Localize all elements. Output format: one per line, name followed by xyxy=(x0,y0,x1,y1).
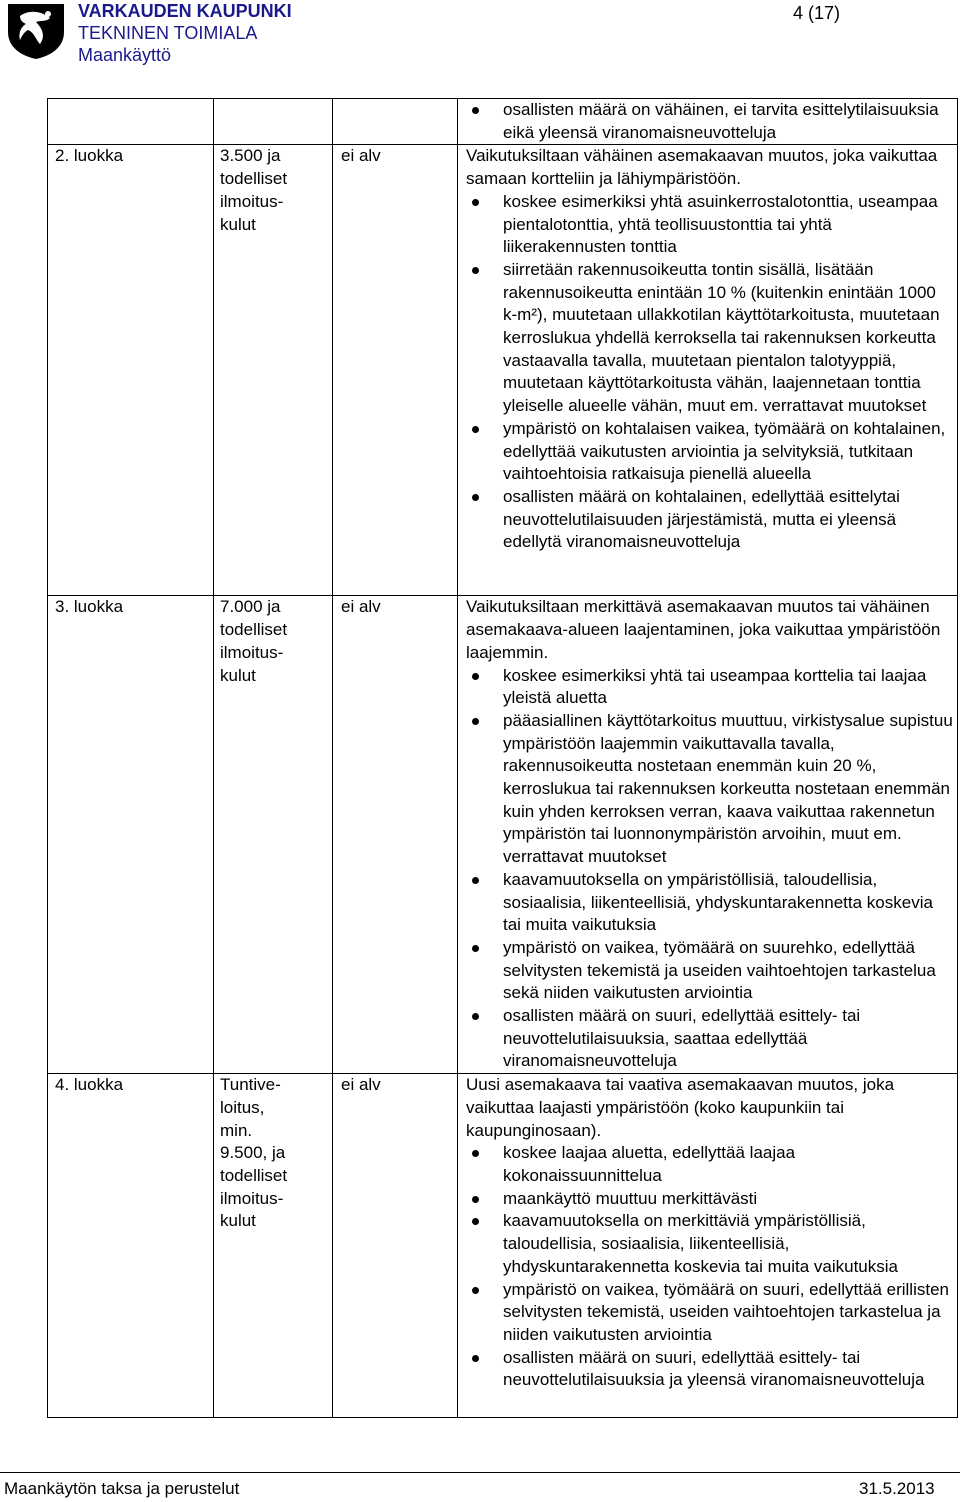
footer-date: 31.5.2013 xyxy=(859,1479,935,1498)
bullet-icon xyxy=(472,1355,479,1362)
list-item: ympäristö on kohtalaisen vaikea, työmäärä on kohtalainen, edellyttää vaikutusten arviointia ja selvityksiä, tutkitaan vaihtoehtoisia ratkaisuja pienellä alueella xyxy=(466,418,953,486)
list-item: pääasiallinen käyttötarkoitus muuttuu, virkistysalue supistuu ympäristöön laajemmin vaikuttavalla tavalla, rakennusoikeutta nostetaan enemmän kuin 20 %, kerroslukua tai rakennuksen korkeutta nostetaan enemmän kuin yhden kerroksen verran, kaava vaikuttaa rakennetun ympäristön tai luonnonympäristön arvoihin, muut em. verrattavat muutokset xyxy=(466,710,953,869)
bullet-icon xyxy=(472,1150,479,1157)
class-description: Vaikutuksiltaan merkittävä asemakaavan muutos tai vähäinen asemakaava-alueen laajentaminen, joka vaikuttaa ympäristöön laajemmin. xyxy=(466,597,941,662)
bullet-icon xyxy=(472,718,479,725)
department-name: TEKNINEN TOIMIALA xyxy=(78,23,258,43)
organization-name: VARKAUDEN KAUPUNKI xyxy=(78,1,292,21)
list-item: siirretään rakennusoikeutta tontin sisällä, lisätään rakennusoikeutta enintään 10 % (kuitenkin enintään 1000 k-m²), muutetaan ullakkotilan käyttötarkoitusta, muutetaan kerroslukua yhdellä kerroksella tai rakennuksen korkeutta vastaavalla tavalla, muutetaan pientalon talotyyppiä, muutetaan käyttötarkoitusta vähän, laajennetaan tonttia yleiselle alueelle vähän, muut em. verrattavat muutokset xyxy=(466,259,953,418)
bullet-icon xyxy=(472,426,479,433)
fee-class-table xyxy=(47,98,958,1418)
fee-class: 4. luokka xyxy=(55,1075,124,1095)
bullet-icon xyxy=(472,673,479,680)
page-number: 4 (17) xyxy=(793,3,841,23)
class-description: Vaikutuksiltaan vähäinen asemakaavan muutos, joka vaikuttaa samaan kortteliin ja lähiympäristöön. xyxy=(466,146,938,189)
list-item: ympäristö on vaikea, työmäärä on suuri, edellyttää erillisten selvitysten tekemistä, useiden vaihtoehtojen tarkastelua ja niiden vaikutusten arviointia xyxy=(466,1279,953,1347)
list-item: kaavamuutoksella on merkittäviä ympäristöllisiä, taloudellisia, sosiaalisia, liikenteellisiä, yhdyskuntarakennetta koskevia tai muita vaikutuksia xyxy=(466,1210,953,1278)
class-description: Uusi asemakaava tai vaativa asemakaavan muutos, joka vaikuttaa laajasti ympäristöön (koko kaupunkiin tai kaupunginosaan). xyxy=(466,1075,895,1140)
list-item: kaavamuutoksella on ympäristöllisiä, taloudellisia, sosiaalisia, liikenteellisiä, yhdyskuntarakennetta koskevia tai muita vaikutuksia xyxy=(466,869,953,937)
fee-class: 3. luokka xyxy=(55,597,124,617)
list-item: koskee esimerkiksi yhtä tai useampaa korttelia tai laajaa yleistä aluetta xyxy=(466,665,953,710)
bullet-icon xyxy=(472,199,479,206)
bullet-icon xyxy=(472,494,479,501)
list-item: koskee esimerkiksi yhtä asuinkerrostalotonttia, useampaa pientalotonttia, yhtä teollisuustonttia tai yhtä liikerakennusten tonttia xyxy=(466,191,953,259)
list-item: osallisten määrä on suuri, edellyttää esittely- tai neuvottelutilaisuuksia, saattaa edellyttää viranomaisneuvotteluja xyxy=(466,1005,953,1073)
table-row xyxy=(48,596,958,1074)
footer-document-title: Maankäytön taksa ja perustelut xyxy=(4,1479,240,1498)
bullet-icon xyxy=(472,1013,479,1020)
unit-name: Maankäyttö xyxy=(78,45,172,65)
bullet-list xyxy=(466,665,953,1074)
vat-status: ei alv xyxy=(341,597,381,617)
document-header xyxy=(78,0,292,66)
list-item: ympäristö on vaikea, työmäärä on suurehko, edellyttää selvitysten tekemistä ja useiden vaihtoehtojen tarkastelua sekä niiden vaikutusten arviointia xyxy=(466,937,953,1005)
bullet-icon xyxy=(472,1218,479,1225)
bullet-list xyxy=(466,1142,953,1392)
bullet-icon xyxy=(472,267,479,274)
bullet-icon xyxy=(472,1196,479,1203)
table-row xyxy=(48,99,958,145)
bullet-icon xyxy=(472,1287,479,1294)
bullet-list xyxy=(466,99,953,144)
footer-divider xyxy=(0,1472,960,1473)
bullet-list xyxy=(466,191,953,554)
vat-status: ei alv xyxy=(341,1075,381,1095)
fee-amount: 7.000 ja todelliset ilmoitus- kulut xyxy=(220,597,288,685)
list-item: osallisten määrä on vähäinen, ei tarvita esittelytilaisuuksia eikä yleensä viranomaisneuvotteluja xyxy=(466,99,953,144)
fee-class: 2. luokka xyxy=(55,146,124,166)
table-row xyxy=(48,145,958,596)
list-item: maankäyttö muuttuu merkittävästi xyxy=(466,1188,953,1211)
list-item: osallisten määrä on suuri, edellyttää esittely- tai neuvottelutilaisuuksia ja yleensä viranomaisneuvotteluja xyxy=(466,1347,953,1392)
bullet-icon xyxy=(472,945,479,952)
list-item: koskee laajaa aluetta, edellyttää laajaa kokonaissuunnittelua xyxy=(466,1142,953,1187)
coat-of-arms-logo xyxy=(6,2,66,60)
list-item: osallisten määrä on kohtalainen, edellyttää esittelytai neuvottelutilaisuuden järjestämistä, mutta ei yleensä edellytä viranomaisneuvotteluja xyxy=(466,486,953,554)
bullet-icon xyxy=(472,877,479,884)
table-row xyxy=(48,1074,958,1418)
bullet-icon xyxy=(472,107,479,114)
fee-amount: Tuntive- loitus, min. 9.500, ja todelliset ilmoitus- kulut xyxy=(220,1075,288,1231)
fee-amount: 3.500 ja todelliset ilmoitus- kulut xyxy=(220,146,288,234)
vat-status: ei alv xyxy=(341,146,381,166)
